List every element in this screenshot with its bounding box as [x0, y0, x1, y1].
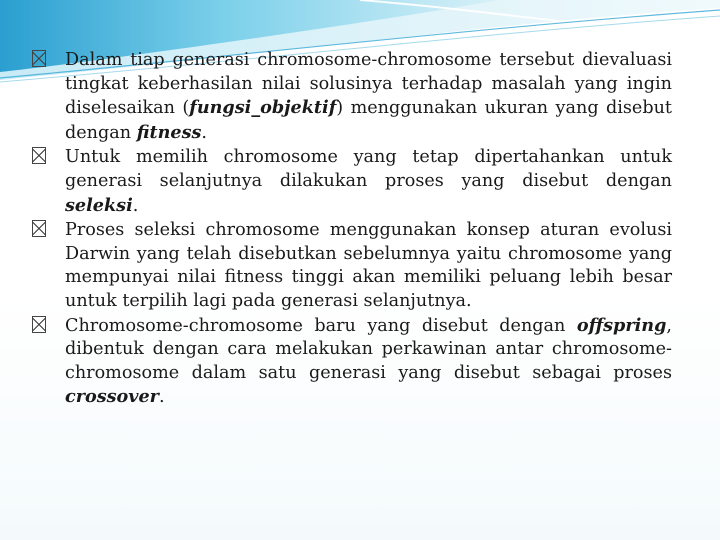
- emphasis-term: offspring: [576, 314, 667, 336]
- emphasis-term: seleksi: [65, 194, 133, 216]
- bullet-darwin-rule: [30, 218, 672, 313]
- bullet-text: Dalam tiap generasi chromosome-chromosome tersebut dievaluasi tingkat keberhasilan nilai solusinya terhadap masalah yang ingin diselesaikan (: [65, 50, 672, 119]
- missing-glyph-box-icon: [32, 220, 46, 237]
- missing-glyph-box-icon: [32, 316, 46, 333]
- slide-content: [30, 48, 672, 410]
- emphasis-term: crossover: [65, 386, 159, 408]
- bullet-text: Untuk memilih chromosome yang tetap dipertahankan untuk generasi selanjutnya dilakukan proses yang disebut dengan: [65, 147, 672, 191]
- bullet-text: .: [158, 387, 165, 408]
- bullet-glyph: [30, 218, 65, 242]
- bullet-text: ) menggunakan ukuran yang disebut dengan: [65, 98, 672, 143]
- missing-glyph-box-icon: [32, 147, 46, 164]
- emphasis-term: fitness: [136, 121, 202, 143]
- bullet-selection: [30, 145, 672, 218]
- bullet-text: .: [132, 195, 139, 216]
- bullet-text: Proses seleksi chromosome menggunakan konsep aturan evolusi Darwin yang telah disebutkan sebelumnya yaitu chromosome yang mempunyai nilai fitness tinggi akan memiliki peluang lebih besar untuk terpilih lagi pada generasi selanjutnya.: [65, 220, 672, 311]
- bullet-text: Chromosome-chromosome baru yang disebut dengan: [65, 315, 577, 336]
- missing-glyph-box-icon: [32, 50, 46, 67]
- bullet-crossover: [30, 314, 672, 410]
- bullet-glyph: [30, 48, 65, 72]
- bullet-text: .: [201, 122, 207, 143]
- bullet-fitness-evaluation: [30, 48, 672, 145]
- bullet-glyph: [30, 145, 65, 169]
- emphasis-term: fungsi_objektif: [189, 97, 337, 119]
- bullet-glyph: [30, 314, 65, 338]
- bullet-text: , dibentuk dengan cara melakukan perkawinan antar chromosome-chromosome dalam satu generasi yang disebut sebagai proses: [65, 315, 672, 383]
